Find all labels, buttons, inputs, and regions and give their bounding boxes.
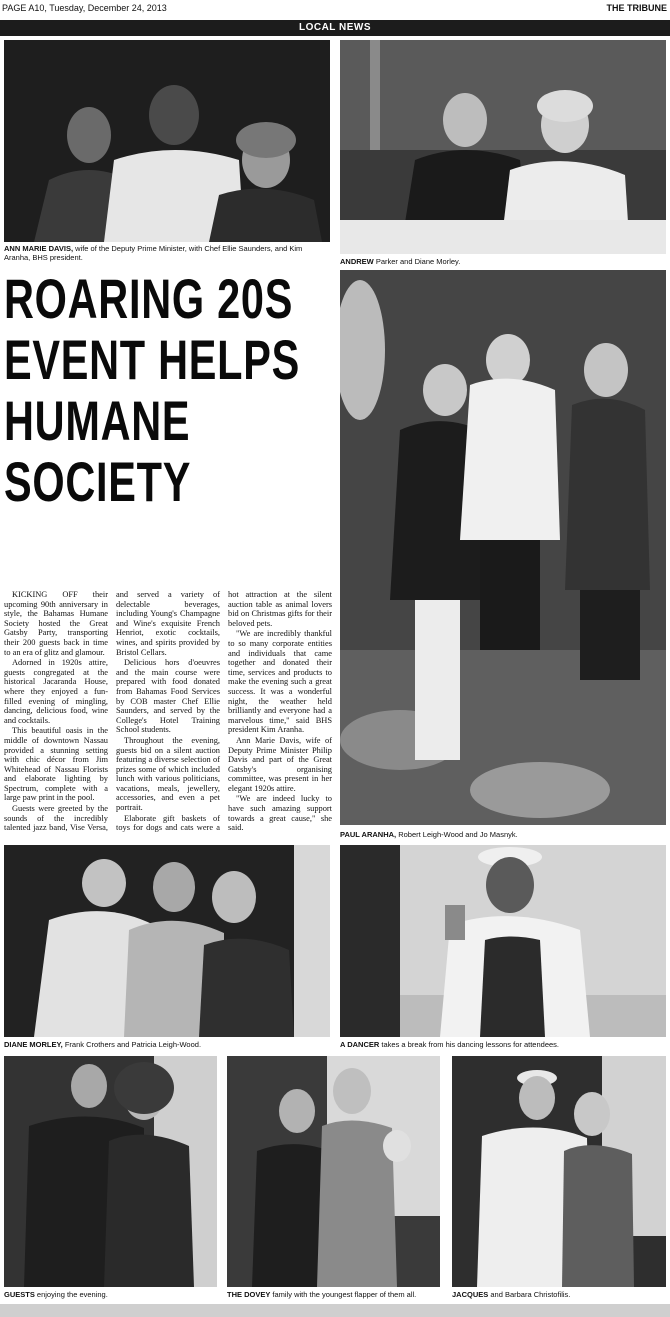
article-paragraph: "We are incredibly thankful to so many corporate entities and individuals that came together and donated their time, services and products to make the evening such a great success. It was a wonderful night, the weather held brilliantly and everyone had a marvelous time," said BHS president Kim Aranha. — [228, 629, 332, 735]
photo-paul-aranha — [340, 270, 666, 825]
photo-andrew-parker — [340, 40, 666, 254]
section-title: LOCAL NEWS — [0, 20, 670, 36]
caption-photo3: PAUL ARANHA, Robert Leigh-Wood and Jo Masnyk. — [340, 830, 518, 839]
photo-diane-morley — [4, 845, 330, 1037]
page-header — [0, 0, 670, 16]
photo-jacques-christofilis — [452, 1056, 666, 1287]
footer-bar — [0, 1304, 670, 1317]
caption-photo8: JACQUES and Barbara Christofilis. — [452, 1290, 571, 1299]
article-paragraph: Throughout the evening, guests bid on a silent auction featuring a diverse selection of prizes some of which included lunch with various politicians, vacations, meals, jewellery, accessories, and even a pet portrait. — [116, 735, 220, 813]
article-paragraph: Delicious hors d'oeuvres and the main course were prepared with food donated from Bahamas Food Services by COB master Chef Ellie Saunders, and served by the College's Hotel Training School students. — [116, 658, 220, 735]
caption-photo7: THE DOVEY family with the youngest flapper of them all. — [227, 1290, 417, 1299]
article-paragraph: This beautiful oasis in the middle of downtown Nassau provided a stunning setting with chic décor from Jim Whitehead of Nassau Florists and elaborate lighting by Spectrum, complete with a large paw print in the pool. — [4, 726, 108, 803]
page-date: PAGE A10, Tuesday, December 24, 2013 — [2, 3, 167, 13]
photo-guests — [4, 1056, 217, 1287]
caption-photo4: DIANE MORLEY, Frank Crothers and Patricia Leigh-Wood. — [4, 1040, 202, 1049]
caption-photo2: ANDREW Parker and Diane Morley. — [340, 257, 461, 266]
photo-dovey-family — [227, 1056, 440, 1287]
caption-photo5: A DANCER takes a break from his dancing lessons for attendees. — [340, 1040, 559, 1049]
article-paragraph: Adorned in 1920s attire, guests congregated at the historical Jacaranda House, where they enjoyed a fun-filled evening of mingling, dancing, delicious food, wine and cocktails. — [4, 658, 108, 725]
photo-ann-marie-davis — [4, 40, 330, 242]
article-paragraph: Guests were greeted by the sounds of the incredibly talented jazz band, Vise Versa, and served a variety of delectable beverages, including Young's Champagne and Wine's exquisite French Henriot, exotic cocktails, wines, and spirits provided by Bristol Cellars. — [4, 590, 220, 833]
newspaper-name: THE TRIBUNE — [606, 3, 667, 13]
article-paragraph: Ann Marie Davis, wife of Deputy Prime Minister Philip Davis and part of the Great Gatsby's organising committee, was present in her elegant 1920s attire. — [228, 735, 332, 793]
article-paragraph: "We are indeed lucky to have such amazing support towards a great cause," she said. — [228, 794, 332, 833]
headline: ROARING 20S EVENT HELPS HUMANE SOCIETY — [4, 267, 300, 513]
photo-dancer — [340, 845, 666, 1037]
caption-photo6: GUESTS enjoying the evening. — [4, 1290, 108, 1299]
article-paragraph: KICKING OFF their upcoming 90th anniversary in style, the Bahamas Humane Society hosted the Great Gatsby Party, transporting their 200 guests back in time to an era of glitz and glamour. — [4, 590, 108, 657]
article-body — [4, 590, 332, 840]
caption-photo1: ANN MARIE DAVIS, wife of the Deputy Prime Minister, with Chef Ellie Saunders, and Kim Aranha, BHS president. — [4, 244, 303, 262]
article-paragraph: Elaborate gift baskets of toys for dogs and cats were a hot attraction at the silent auction table as animal lovers bid on Christmas gifts for their beloved pets. — [116, 590, 332, 833]
